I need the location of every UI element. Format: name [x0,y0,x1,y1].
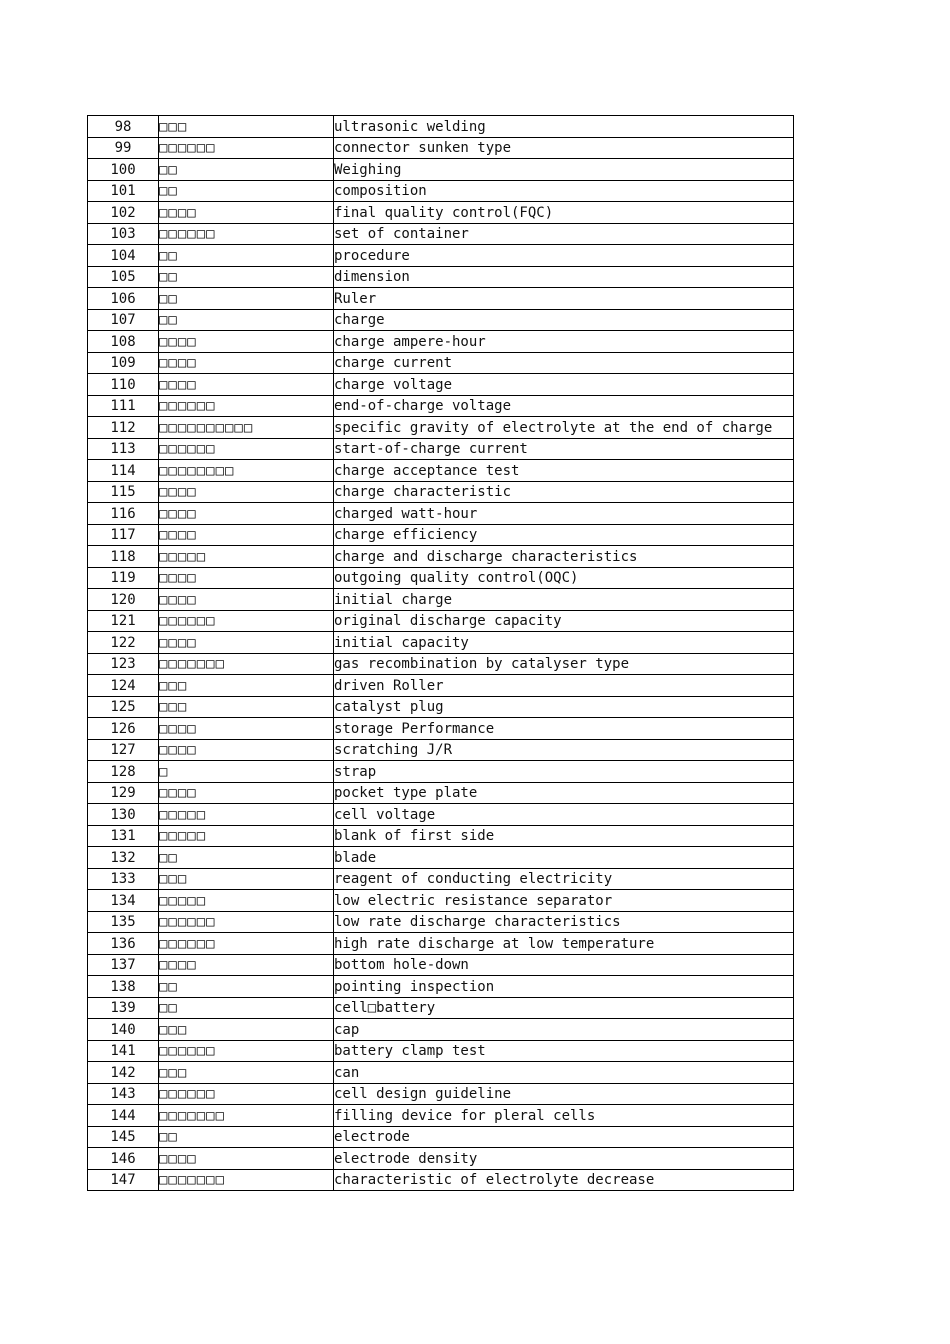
chinese-term: □□ [159,976,334,998]
chinese-term: □□□□□□□ [159,1105,334,1127]
row-number: 98 [88,116,159,138]
table-row [88,589,794,611]
english-term: pointing inspection [334,976,794,998]
row-number: 110 [88,374,159,396]
english-term: charge efficiency [334,524,794,546]
english-term: initial capacity [334,632,794,654]
row-number: 140 [88,1019,159,1041]
row-number: 136 [88,933,159,955]
table-row [88,1040,794,1062]
row-number: 115 [88,481,159,503]
english-term: low electric resistance separator [334,890,794,912]
table-row [88,546,794,568]
row-number: 102 [88,202,159,224]
row-number: 109 [88,352,159,374]
english-term: start-of-charge current [334,438,794,460]
chinese-term: □□□□ [159,589,334,611]
table-row [88,739,794,761]
english-term: can [334,1062,794,1084]
row-number: 138 [88,976,159,998]
chinese-term: □□□□ [159,567,334,589]
table-row [88,223,794,245]
chinese-term: □□□ [159,1062,334,1084]
row-number: 122 [88,632,159,654]
chinese-term: □□ [159,1126,334,1148]
table-row [88,653,794,675]
row-number: 123 [88,653,159,675]
english-term: electrode density [334,1148,794,1170]
table-row [88,847,794,869]
table-row [88,1083,794,1105]
row-number: 99 [88,137,159,159]
table-row [88,567,794,589]
table-row [88,718,794,740]
chinese-term: □□□□ [159,782,334,804]
chinese-term: □□□□ [159,718,334,740]
table-row [88,159,794,181]
english-term: charge voltage [334,374,794,396]
row-number: 119 [88,567,159,589]
chinese-term: □□ [159,159,334,181]
english-term: catalyst plug [334,696,794,718]
english-term: ultrasonic welding [334,116,794,138]
table-row [88,1148,794,1170]
english-term: storage Performance [334,718,794,740]
table-row [88,180,794,202]
chinese-term: □□□□ [159,331,334,353]
english-term: specific gravity of electrolyte at the end of charge [334,417,794,439]
chinese-term: □□□□□□ [159,137,334,159]
row-number: 129 [88,782,159,804]
chinese-term: □□□□□□ [159,438,334,460]
row-number: 104 [88,245,159,267]
table-row [88,632,794,654]
chinese-term: □□□□ [159,524,334,546]
table-row [88,954,794,976]
chinese-term: □□□□ [159,374,334,396]
english-term: charge ampere-hour [334,331,794,353]
english-term: dimension [334,266,794,288]
row-number: 141 [88,1040,159,1062]
english-term: high rate discharge at low temperature [334,933,794,955]
english-term: reagent of conducting electricity [334,868,794,890]
table-row [88,1126,794,1148]
english-term: cell design guideline [334,1083,794,1105]
row-number: 128 [88,761,159,783]
table-row [88,352,794,374]
table-row [88,460,794,482]
table-row [88,202,794,224]
english-term: connector sunken type [334,137,794,159]
row-number: 118 [88,546,159,568]
table-row [88,782,794,804]
english-term: cell voltage [334,804,794,826]
chinese-term: □□□□□□□□ [159,460,334,482]
chinese-term: □□□ [159,1019,334,1041]
table-row [88,309,794,331]
chinese-term: □□□ [159,675,334,697]
english-term: strap [334,761,794,783]
row-number: 145 [88,1126,159,1148]
chinese-term: □□ [159,266,334,288]
english-term: outgoing quality control(OQC) [334,567,794,589]
english-term: charge characteristic [334,481,794,503]
table-row [88,288,794,310]
row-number: 120 [88,589,159,611]
chinese-term: □□□ [159,696,334,718]
chinese-term: □□□□□ [159,825,334,847]
table-row [88,137,794,159]
english-term: charged watt-hour [334,503,794,525]
table-row [88,761,794,783]
row-number: 111 [88,395,159,417]
chinese-term: □□□□ [159,503,334,525]
chinese-term: □□ [159,288,334,310]
english-term: initial charge [334,589,794,611]
chinese-term: □□□□□□ [159,610,334,632]
chinese-term: □□ [159,245,334,267]
chinese-term: □□□□□□ [159,933,334,955]
table-row [88,503,794,525]
english-term: pocket type plate [334,782,794,804]
chinese-term: □□□□□□□ [159,653,334,675]
row-number: 142 [88,1062,159,1084]
row-number: 132 [88,847,159,869]
row-number: 125 [88,696,159,718]
row-number: 130 [88,804,159,826]
chinese-term: □□ [159,180,334,202]
row-number: 134 [88,890,159,912]
chinese-term: □□□□□□ [159,223,334,245]
table-row [88,438,794,460]
chinese-term: □□□□ [159,202,334,224]
row-number: 117 [88,524,159,546]
table-row [88,395,794,417]
row-number: 144 [88,1105,159,1127]
english-term: characteristic of electrolyte decrease [334,1169,794,1191]
table-row [88,1062,794,1084]
chinese-term: □□□□□ [159,804,334,826]
table-row [88,266,794,288]
chinese-term: □□ [159,997,334,1019]
table-row [88,1019,794,1041]
row-number: 112 [88,417,159,439]
row-number: 126 [88,718,159,740]
chinese-term: □□□□ [159,352,334,374]
row-number: 146 [88,1148,159,1170]
table-row [88,868,794,890]
row-number: 103 [88,223,159,245]
row-number: 114 [88,460,159,482]
english-term: gas recombination by catalyser type [334,653,794,675]
english-term: electrode [334,1126,794,1148]
chinese-term: □□□□□□ [159,395,334,417]
english-term: scratching J/R [334,739,794,761]
table-row [88,1105,794,1127]
row-number: 137 [88,954,159,976]
english-term: composition [334,180,794,202]
english-term: blank of first side [334,825,794,847]
table-row [88,374,794,396]
english-term: charge acceptance test [334,460,794,482]
english-term: final quality control(FQC) [334,202,794,224]
row-number: 107 [88,309,159,331]
english-term: set of container [334,223,794,245]
chinese-term: □□□□ [159,954,334,976]
chinese-term: □□ [159,847,334,869]
row-number: 100 [88,159,159,181]
english-term: blade [334,847,794,869]
chinese-term: □□□□ [159,739,334,761]
table-row [88,417,794,439]
table-row [88,116,794,138]
table-row [88,976,794,998]
english-term: original discharge capacity [334,610,794,632]
chinese-term: □□□ [159,116,334,138]
row-number: 127 [88,739,159,761]
table-row [88,825,794,847]
chinese-term: □ [159,761,334,783]
table-row [88,933,794,955]
english-term: battery clamp test [334,1040,794,1062]
chinese-term: □□□□□□□ [159,1169,334,1191]
chinese-term: □□□□□□ [159,1040,334,1062]
english-term: end-of-charge voltage [334,395,794,417]
row-number: 101 [88,180,159,202]
english-term: charge current [334,352,794,374]
table-row [88,481,794,503]
chinese-term: □□□ [159,868,334,890]
table-row [88,997,794,1019]
english-term: Ruler [334,288,794,310]
row-number: 121 [88,610,159,632]
table-row [88,675,794,697]
row-number: 135 [88,911,159,933]
row-number: 113 [88,438,159,460]
chinese-term: □□□□□□ [159,911,334,933]
chinese-term: □□□□ [159,1148,334,1170]
chinese-term: □□□□□ [159,890,334,912]
table-row [88,245,794,267]
english-term: driven Roller [334,675,794,697]
english-term: procedure [334,245,794,267]
chinese-term: □□□□□□□□□□ [159,417,334,439]
english-term: Weighing [334,159,794,181]
chinese-term: □□□□□ [159,546,334,568]
table-row [88,331,794,353]
table-row [88,890,794,912]
glossary-table [87,115,794,1191]
english-term: charge and discharge characteristics [334,546,794,568]
english-term: charge [334,309,794,331]
row-number: 131 [88,825,159,847]
chinese-term: □□□□ [159,481,334,503]
chinese-term: □□□□□□ [159,1083,334,1105]
table-row [88,696,794,718]
row-number: 124 [88,675,159,697]
english-term: bottom hole-down [334,954,794,976]
table-row [88,610,794,632]
english-term: cell□battery [334,997,794,1019]
row-number: 139 [88,997,159,1019]
english-term: filling device for pleral cells [334,1105,794,1127]
chinese-term: □□ [159,309,334,331]
table-row [88,804,794,826]
table-row [88,911,794,933]
english-term: cap [334,1019,794,1041]
table-row [88,1169,794,1191]
table-row [88,524,794,546]
chinese-term: □□□□ [159,632,334,654]
row-number: 133 [88,868,159,890]
row-number: 108 [88,331,159,353]
english-term: low rate discharge characteristics [334,911,794,933]
row-number: 147 [88,1169,159,1191]
row-number: 143 [88,1083,159,1105]
glossary-rows [88,116,794,1191]
row-number: 106 [88,288,159,310]
row-number: 105 [88,266,159,288]
row-number: 116 [88,503,159,525]
